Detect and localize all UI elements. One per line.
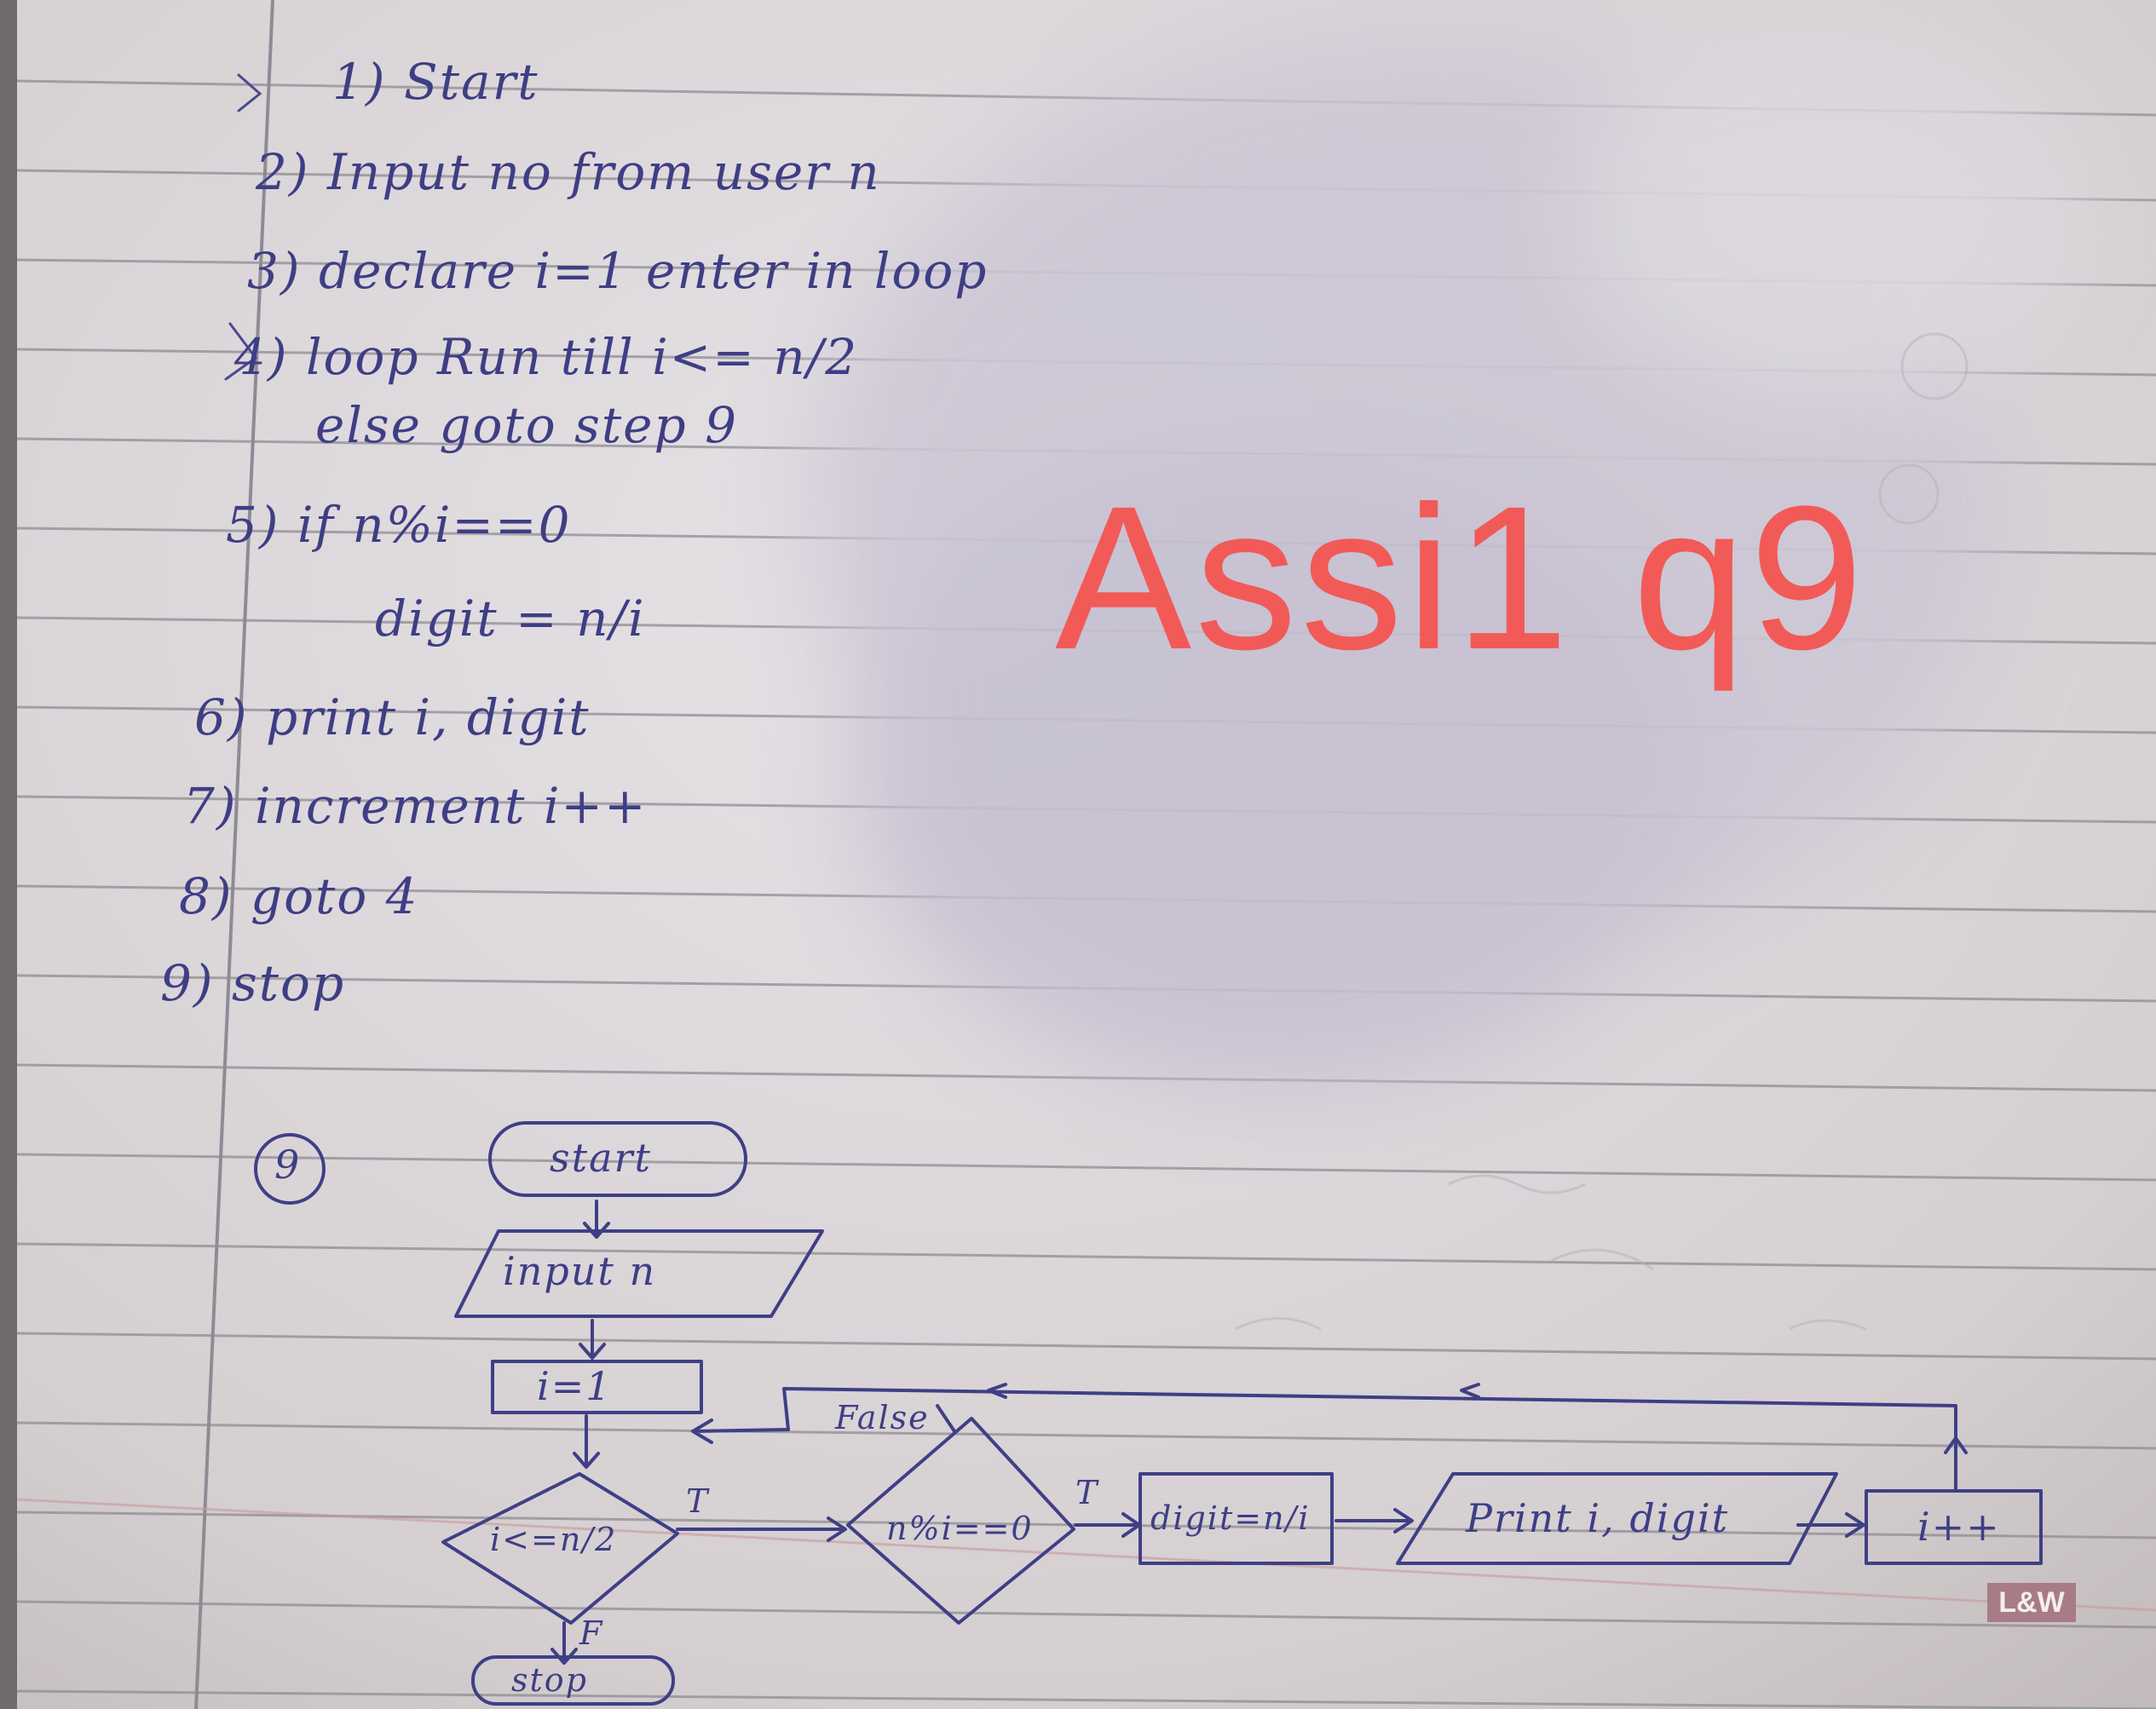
false-loop-label: False [835,1399,930,1436]
step-9: 9) stop [160,954,346,1012]
false-label-1: F [579,1614,604,1652]
step-7: 7) increment i++ [183,777,648,835]
assign-label: digit=n/i [1150,1499,1311,1537]
overlay-title: Assi1 q9 [1055,463,1867,692]
stop-label: stop [511,1661,588,1699]
step-1: 1) Start [332,53,539,111]
input-label: input n [503,1248,657,1294]
step-4: 4) loop Run till i<= n/2 [234,328,859,386]
step-8: 8) goto 4 [179,867,419,925]
true-label-2: T [1075,1474,1099,1511]
print-label: Print i, digit [1466,1495,1730,1541]
start-label: start [550,1135,652,1181]
step-3: 3) declare i=1 enter in loop [247,242,989,300]
step-2: 2) Input no from user n [256,143,881,201]
question-number: 9 [274,1142,302,1188]
step-6: 6) print i, digit [194,688,591,746]
step-5-digit: digit = n/i [375,590,646,647]
true-label-1: T [686,1482,710,1520]
check-label: n%i==0 [886,1510,1034,1547]
init-label: i=1 [537,1363,613,1409]
increment-label: i++ [1917,1504,2001,1550]
step-4-else: else goto step 9 [315,396,738,454]
condition-label: i<=n/2 [490,1521,618,1558]
notebook-brand-mark: L&W [1987,1583,2076,1622]
step-5: 5) if n%i==0 [226,496,572,554]
